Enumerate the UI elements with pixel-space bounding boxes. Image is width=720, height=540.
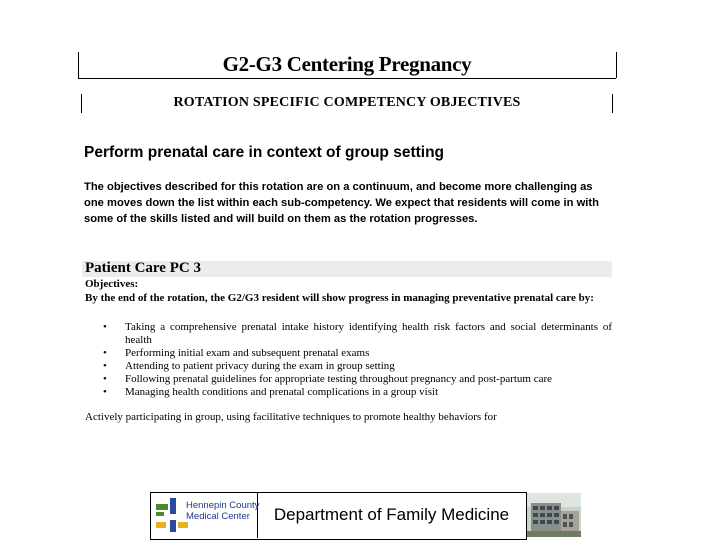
page-title: G2-G3 Centering Pregnancy bbox=[222, 52, 472, 76]
page-subtitle: ROTATION SPECIFIC COMPETENCY OBJECTIVES bbox=[173, 95, 521, 110]
bullet-icon: • bbox=[103, 321, 107, 333]
subtitle-right-rule bbox=[612, 94, 613, 113]
section-intro: The objectives described for this rotation are on a continuum, and become more challenging as one moves down the list within each sub-competency. We expect that residents will come in with some of the skills listed and will build on them as the rotation progresses. bbox=[84, 181, 599, 225]
department-name: Department of Family Medicine bbox=[273, 505, 510, 524]
list-item: • Following prenatal guidelines for appropriate testing throughout pregnancy and post-partum care bbox=[103, 373, 553, 385]
logo-wordmark: Hennepin County Medical Center bbox=[186, 500, 260, 522]
objectives-label: Objectives: bbox=[85, 278, 139, 290]
section-heading: Perform prenatal care in context of group setting bbox=[84, 144, 445, 161]
bullet-icon: • bbox=[103, 386, 107, 398]
list-item: • Performing initial exam and subsequent prenatal exams bbox=[103, 347, 370, 359]
building-photo-icon bbox=[527, 493, 581, 537]
list-item: • Taking a comprehensive prenatal intake history identifying health risk factors and social determinants of health bbox=[103, 321, 612, 346]
bullet-icon: • bbox=[103, 373, 107, 385]
title-frame-right-rule bbox=[616, 52, 617, 78]
objectives-intro: By the end of the rotation, the G2/G3 resident will show progress in managing preventative prenatal care by: bbox=[85, 292, 594, 304]
objectives-closing: Actively participating in group, using facilitative techniques to promote healthy behaviors for bbox=[85, 411, 497, 423]
list-item: • Managing health conditions and prenatal complications in a group visit bbox=[103, 386, 439, 398]
bullet-icon: • bbox=[103, 347, 107, 359]
pc-title: Patient Care PC 3 bbox=[85, 260, 201, 276]
bullet-icon: • bbox=[103, 360, 107, 372]
objectives-list bbox=[85, 321, 612, 399]
list-item: • Attending to patient privacy during the exam in group setting bbox=[103, 360, 395, 372]
